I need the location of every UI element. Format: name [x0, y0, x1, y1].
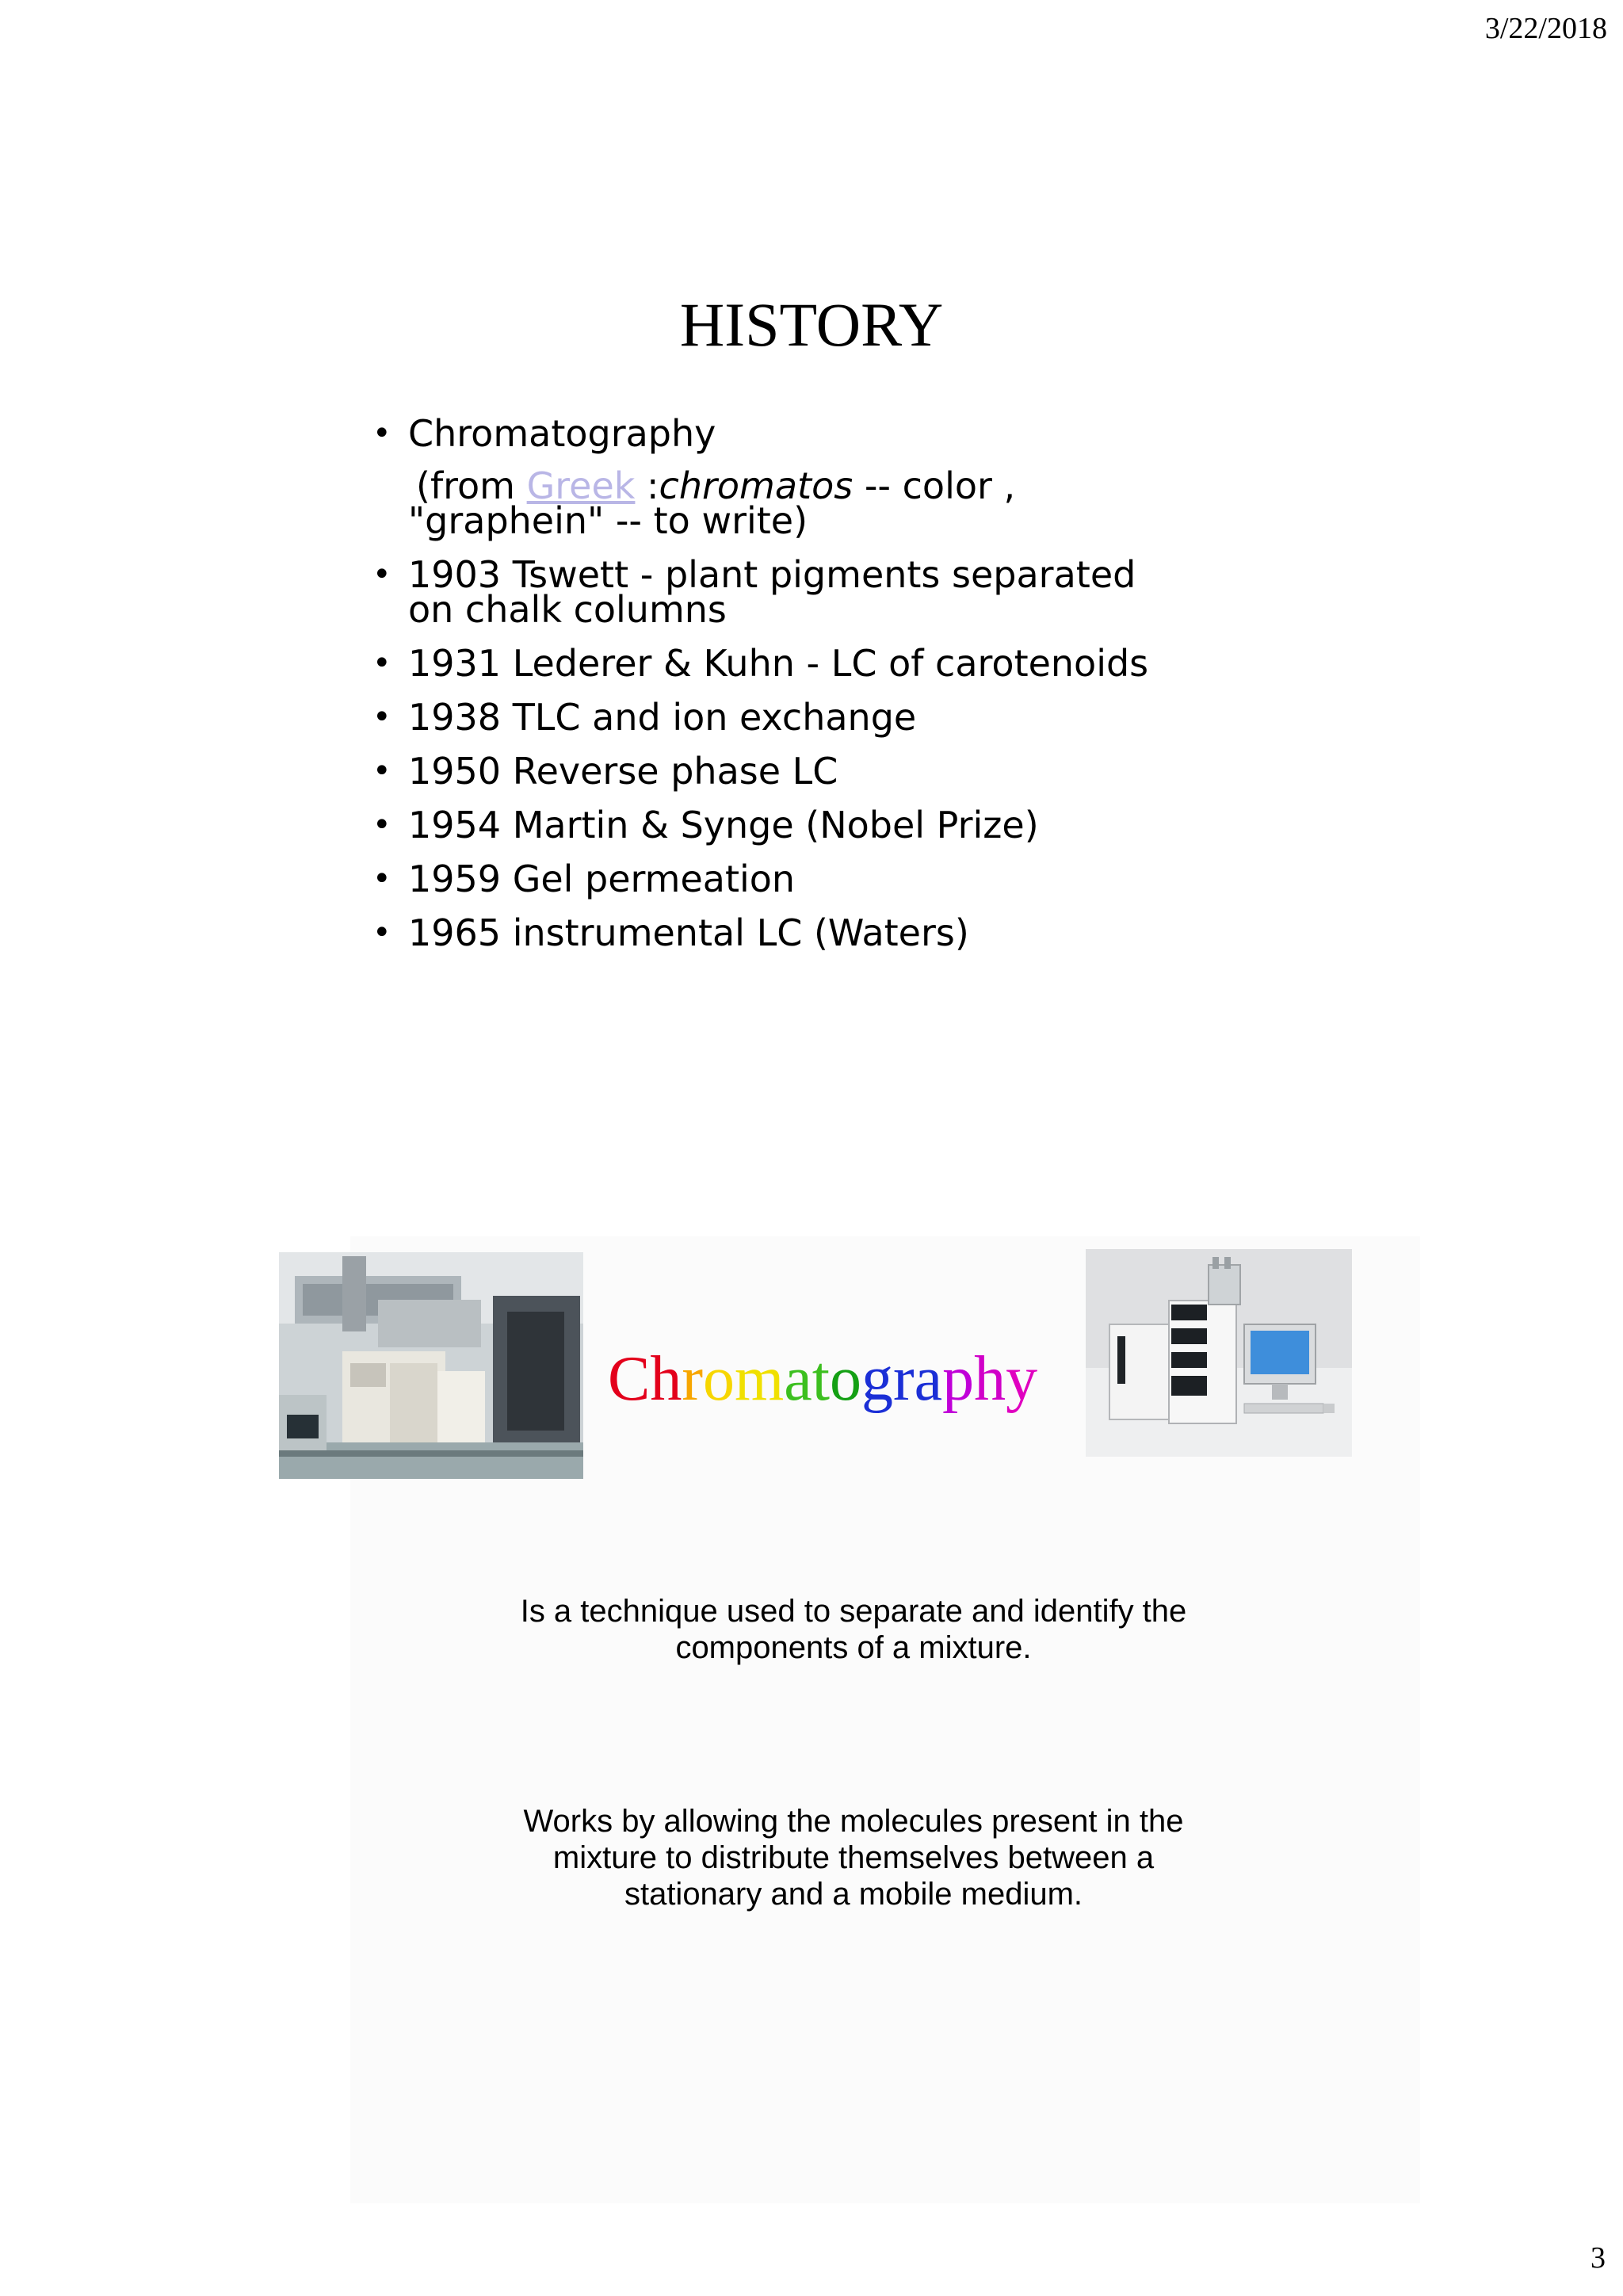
title-letter: a — [914, 1344, 943, 1414]
title-letter: o — [703, 1344, 735, 1414]
title-letter: y — [1006, 1344, 1038, 1414]
title-letter: r — [682, 1344, 703, 1414]
lab-instruments-photo — [279, 1252, 583, 1479]
history-item-1950: 1950 Reverse phase LC — [408, 750, 838, 793]
title-letter: p — [942, 1344, 975, 1414]
list-item — [372, 412, 1244, 455]
bullet-icon: • — [372, 556, 391, 593]
mechanism-line: mixture to distribute themselves between a — [552, 1840, 1155, 1875]
bullet-icon: • — [372, 861, 391, 897]
history-item-1931: 1931 Lederer & Kuhn - LC of carotenoids — [408, 642, 1149, 685]
hplc-photo-illustration — [1086, 1249, 1352, 1457]
hplc-system-photo — [1086, 1249, 1352, 1457]
history-item-1959: 1959 Gel permeation — [408, 858, 796, 900]
list-item — [372, 642, 1244, 685]
greek-link[interactable]: Greek — [526, 464, 636, 507]
etymology-colon: : — [635, 464, 659, 507]
chromatos-word: chromatos — [659, 464, 854, 507]
title-letter: o — [829, 1344, 861, 1414]
list-item — [372, 696, 1244, 739]
history-item-1938: 1938 TLC and ion exchange — [408, 696, 917, 739]
chromatography-title — [608, 1343, 1037, 1415]
title-letter: C — [608, 1344, 651, 1414]
slide-history — [0, 0, 1623, 1125]
history-item-1954: 1954 Martin & Synge (Nobel Prize) — [408, 804, 1039, 846]
lab-photo-illustration — [279, 1252, 583, 1479]
etymology-open: (from — [416, 464, 527, 507]
page-date: 3/22/2018 — [1484, 12, 1607, 45]
etymology-item — [372, 464, 1244, 542]
list-item — [372, 804, 1244, 846]
title-letter: a — [784, 1344, 812, 1414]
title-letter: g — [861, 1344, 893, 1414]
bullet-icon: • — [372, 807, 391, 843]
history-item-1965: 1965 instrumental LC (Waters) — [408, 911, 969, 954]
page-number: 3 — [1591, 2241, 1606, 2275]
definition-text — [398, 1593, 1309, 1666]
bullet-icon: • — [372, 753, 391, 789]
etymology-rest: -- color , — [853, 464, 1016, 507]
bullet-icon: • — [372, 699, 391, 735]
title-letter: h — [974, 1344, 1006, 1414]
list-item — [372, 750, 1244, 793]
bullet-icon: • — [372, 415, 391, 452]
list-item — [372, 858, 1244, 900]
history-item-1903: 1903 Tswett - plant pigments separated on chalk columns — [408, 553, 1136, 631]
definition-line: Is a technique used to separate and identify the — [520, 1594, 1187, 1629]
title-letter: r — [892, 1344, 915, 1414]
slide-chromatography — [279, 1236, 1420, 2203]
definition-line: components of a mixture. — [675, 1630, 1032, 1665]
title-letter: m — [735, 1344, 785, 1414]
bullet-icon: • — [372, 915, 391, 951]
intro-term: Chromatography — [408, 412, 716, 455]
mechanism-line: stationary and a mobile medium. — [624, 1877, 1083, 1912]
mechanism-text — [398, 1803, 1309, 1912]
etymology-line2: "graphein" -- to write) — [408, 499, 808, 542]
list-item — [372, 911, 1244, 954]
slide-title: HISTORY — [679, 290, 944, 359]
list-item — [372, 553, 1244, 631]
history-bullet-list — [372, 412, 1244, 969]
bullet-icon: • — [372, 645, 391, 682]
title-letter: h — [650, 1344, 682, 1414]
mechanism-line: Works by allowing the molecules present in the — [523, 1804, 1184, 1839]
title-letter: t — [812, 1344, 830, 1414]
